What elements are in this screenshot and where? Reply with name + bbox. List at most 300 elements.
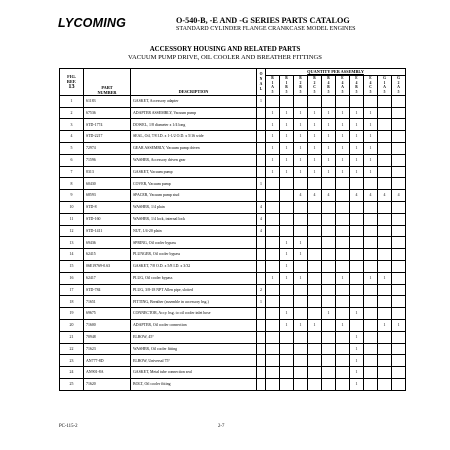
- onal-header: [257, 69, 266, 96]
- quantity-cell: [308, 272, 322, 284]
- quantity-cell: [392, 131, 406, 143]
- quantity-cell: 1: [280, 166, 294, 178]
- description-cell: PLUG, Oil cooler bypass: [131, 272, 257, 284]
- onal-cell: [257, 143, 266, 155]
- quantity-cell: [280, 284, 294, 296]
- quantity-cell: [364, 296, 378, 308]
- quantity-cell: [322, 249, 336, 261]
- quantity-cell: 1: [294, 319, 308, 331]
- quantity-cell: 1: [336, 166, 350, 178]
- model-code-char: E: [355, 76, 358, 80]
- quantity-cell: 1: [308, 107, 322, 119]
- model-code-char: C: [313, 85, 316, 90]
- quantity-cell: [378, 178, 392, 190]
- model-code-char: 5: [313, 90, 316, 95]
- fig-ref-cell: 16: [60, 272, 84, 284]
- quantity-cell: [308, 260, 322, 272]
- fig-ref-cell: 3: [60, 119, 84, 131]
- description-cell: WASHER, Accessory driven gear: [131, 154, 257, 166]
- onal-cell: [257, 355, 266, 367]
- quantity-cell: [336, 213, 350, 225]
- quantity-cell: 1: [336, 319, 350, 331]
- quantity-cell: [308, 331, 322, 343]
- description-cell: GASKET, 7/8 O.D. x 5/8 I.D. x 3/32: [131, 260, 257, 272]
- description-cell: COVER, Vacuum pump: [131, 178, 257, 190]
- onal-cell: 4: [257, 225, 266, 237]
- quantity-cell: [364, 378, 378, 390]
- quantity-cell: [266, 201, 280, 213]
- quantity-cell: [322, 213, 336, 225]
- quantity-cell: [378, 284, 392, 296]
- description-cell: SPACER, Vacuum pump stud: [131, 190, 257, 202]
- quantity-cell: [294, 201, 308, 213]
- model-code-char: 4: [369, 80, 372, 85]
- quantity-cell: [322, 178, 336, 190]
- quantity-cell: [294, 355, 308, 367]
- quantity-cell: [392, 355, 406, 367]
- quantity-cell: [336, 284, 350, 296]
- quantity-cell: [322, 296, 336, 308]
- part-number-cell: STD-1774: [84, 119, 131, 131]
- model-column-header: [378, 76, 392, 96]
- quantity-cell: 1: [350, 367, 364, 379]
- quantity-cell: 1: [308, 154, 322, 166]
- quantity-cell: [378, 343, 392, 355]
- quantity-cell: [266, 296, 280, 308]
- quantity-cell: [336, 225, 350, 237]
- quantity-label: QUANTITY PER ASSEMBLY: [307, 68, 364, 74]
- quantity-cell: [308, 178, 322, 190]
- quantity-cell: [392, 296, 406, 308]
- quantity-cell: [294, 367, 308, 379]
- onal-cell: 1: [257, 296, 266, 308]
- quantity-cell: 1: [336, 131, 350, 143]
- quantity-cell: [308, 284, 322, 296]
- onal-letter: A: [259, 81, 263, 86]
- quantity-cell: 1: [308, 119, 322, 131]
- quantity-cell: [322, 201, 336, 213]
- description-cell: ELBOW, Universal 75°: [131, 355, 257, 367]
- quantity-cell: [336, 343, 350, 355]
- quantity-cell: [294, 378, 308, 390]
- description-cell: ADAPTER, Oil cooler connection: [131, 319, 257, 331]
- quantity-cell: [322, 272, 336, 284]
- quantity-cell: [336, 308, 350, 320]
- quantity-cell: [322, 355, 336, 367]
- quantity-cell: [392, 154, 406, 166]
- fig-ref-cell: 13: [60, 237, 84, 249]
- part-number-cell: 70948: [84, 331, 131, 343]
- model-code-char: 4: [341, 80, 344, 85]
- description-cell: FITTING, Breather (assemble in accessory hsg.): [131, 296, 257, 308]
- fig-ref-cell: 8: [60, 178, 84, 190]
- quantity-cell: [392, 272, 406, 284]
- model-code-char: B: [299, 76, 302, 80]
- quantity-cell: 1: [294, 119, 308, 131]
- onal-cell: [257, 260, 266, 272]
- model-code-char: 2: [299, 80, 302, 85]
- quantity-cell: [266, 213, 280, 225]
- quantity-cell: [350, 296, 364, 308]
- fig-ref-cell: 22: [60, 343, 84, 355]
- part-number-cell: 71600: [84, 319, 131, 331]
- quantity-cell: [378, 131, 392, 143]
- fig-ref-cell: 9: [60, 190, 84, 202]
- quantity-cell: [322, 225, 336, 237]
- description-cell: CONNECTOR, Accy. hsg. to oil cooler inlet hose: [131, 308, 257, 320]
- model-code-char: 5: [285, 90, 288, 95]
- model-code-char: A: [397, 85, 400, 90]
- quantity-cell: [280, 95, 294, 107]
- fig-ref-cell: 17: [60, 284, 84, 296]
- quantity-cell: [392, 331, 406, 343]
- header-row-1: [60, 69, 406, 76]
- part-label: PART: [101, 84, 113, 90]
- part-number-cell: STD-160: [84, 213, 131, 225]
- quantity-cell: 1: [266, 154, 280, 166]
- table-row: [60, 319, 406, 331]
- fig-ref-cell: 18: [60, 296, 84, 308]
- quantity-cell: 1: [280, 143, 294, 155]
- table-row: [60, 296, 406, 308]
- part-number-cell: 69436: [84, 237, 131, 249]
- description-cell: WASHER, 1/4 lock, internal lock: [131, 213, 257, 225]
- quantity-cell: [266, 308, 280, 320]
- quantity-cell: [322, 319, 336, 331]
- onal-cell: [257, 107, 266, 119]
- model-code-char: E: [369, 76, 372, 80]
- quantity-cell: [378, 296, 392, 308]
- quantity-cell: [350, 237, 364, 249]
- part-number-cell: AN901-8A: [84, 367, 131, 379]
- quantity-cell: [266, 190, 280, 202]
- quantity-cell: [266, 95, 280, 107]
- quantity-cell: [294, 308, 308, 320]
- model-code-char: B: [355, 85, 358, 90]
- description-cell: BOLT, Oil cooler fitting: [131, 378, 257, 390]
- quantity-cell: [280, 225, 294, 237]
- quantity-cell: 1: [294, 249, 308, 261]
- quantity-cell: [336, 190, 350, 202]
- description-cell: NUT, 1/4-20 plain: [131, 225, 257, 237]
- onal-letter: N: [259, 76, 263, 81]
- quantity-cell: [392, 201, 406, 213]
- part-number-cell: 69675: [84, 308, 131, 320]
- quantity-cell: [280, 367, 294, 379]
- ref-label: REF.: [66, 79, 77, 85]
- model-code-char: 5: [271, 90, 274, 95]
- model-code-char: 1: [383, 80, 386, 85]
- quantity-cell: 1: [336, 119, 350, 131]
- onal-cell: [257, 272, 266, 284]
- model-code-char: E: [341, 76, 344, 80]
- fig-ref-cell: 19: [60, 308, 84, 320]
- quantity-cell: [280, 343, 294, 355]
- parts-body: [60, 95, 406, 390]
- quantity-cell: [280, 178, 294, 190]
- quantity-cell: [336, 331, 350, 343]
- quantity-cell: [266, 178, 280, 190]
- model-code-char: A: [341, 85, 344, 90]
- quantity-cell: 1: [294, 131, 308, 143]
- onal-cell: [257, 367, 266, 379]
- quantity-cell: [280, 296, 294, 308]
- model-column-header: [350, 76, 364, 96]
- quantity-cell: [350, 272, 364, 284]
- quantity-cell: [364, 201, 378, 213]
- quantity-cell: [308, 308, 322, 320]
- table-row: [60, 178, 406, 190]
- fig-ref-cell: 2: [60, 107, 84, 119]
- quantity-cell: 1: [350, 308, 364, 320]
- quantity-cell: 1: [378, 319, 392, 331]
- quantity-cell: [378, 249, 392, 261]
- onal-cell: 1: [257, 178, 266, 190]
- fig-ref-cell: 14: [60, 249, 84, 261]
- quantity-cell: 1: [280, 154, 294, 166]
- quantity-cell: [378, 367, 392, 379]
- model-code-char: 4: [355, 80, 358, 85]
- fig-ref-cell: 11: [60, 213, 84, 225]
- quantity-cell: [392, 343, 406, 355]
- quantity-cell: [294, 178, 308, 190]
- part-number-cell: STD-784: [84, 284, 131, 296]
- catalog-title: O-540-B, -E AND -G SERIES PARTS CATALOG: [176, 16, 350, 25]
- quantity-cell: [294, 225, 308, 237]
- part-number-cell: STD-1411: [84, 225, 131, 237]
- description-cell: ELBOW, 45°: [131, 331, 257, 343]
- onal-letter: O: [259, 71, 263, 76]
- quantity-cell: [350, 201, 364, 213]
- table-row: [60, 367, 406, 379]
- model-column-header: [322, 76, 336, 96]
- table-row: [60, 272, 406, 284]
- description-cell: PLUNGER, Oil cooler bypass: [131, 249, 257, 261]
- quantity-cell: [364, 213, 378, 225]
- description-cell: GASKET, Metal tube connection seal: [131, 367, 257, 379]
- fig-ref-cell: 20: [60, 319, 84, 331]
- quantity-cell: [280, 355, 294, 367]
- section-subtitle: VACUUM PUMP DRIVE, OIL COOLER AND BREATHER FITTINGS: [128, 54, 322, 61]
- quantity-cell: 1: [280, 272, 294, 284]
- table-row: [60, 260, 406, 272]
- quantity-header: [266, 69, 406, 76]
- quantity-cell: [364, 284, 378, 296]
- quantity-cell: 1: [378, 272, 392, 284]
- quantity-cell: [308, 367, 322, 379]
- quantity-cell: [392, 378, 406, 390]
- table-row: [60, 166, 406, 178]
- quantity-cell: [392, 284, 406, 296]
- part-number-cell: STD-8: [84, 201, 131, 213]
- model-code-char: 1: [271, 80, 274, 85]
- quantity-cell: 1: [308, 143, 322, 155]
- quantity-cell: 1: [294, 143, 308, 155]
- quantity-cell: [364, 260, 378, 272]
- table-row: [60, 355, 406, 367]
- model-code-char: 5: [369, 90, 372, 95]
- quantity-cell: [364, 367, 378, 379]
- part-number-cell: 60430: [84, 178, 131, 190]
- part-number-cell: 61183: [84, 95, 131, 107]
- quantity-cell: [308, 355, 322, 367]
- quantity-cell: 1: [280, 119, 294, 131]
- quantity-cell: 4: [392, 190, 406, 202]
- onal-cell: 4: [257, 213, 266, 225]
- model-code-char: A: [383, 85, 386, 90]
- quantity-cell: 1: [350, 131, 364, 143]
- fig-ref-cell: 15: [60, 260, 84, 272]
- quantity-cell: [308, 237, 322, 249]
- quantity-cell: 1: [294, 107, 308, 119]
- onal-cell: 4: [257, 201, 266, 213]
- fig-ref-cell: 1: [60, 95, 84, 107]
- onal-cell: [257, 190, 266, 202]
- onal-cell: [257, 237, 266, 249]
- footer-page-number: 2-7: [218, 424, 225, 429]
- quantity-cell: [322, 367, 336, 379]
- quantity-cell: [280, 331, 294, 343]
- model-code-char: 5: [383, 90, 386, 95]
- onal-cell: 2: [257, 284, 266, 296]
- onal-letter: L: [259, 87, 263, 92]
- onal-cell: [257, 119, 266, 131]
- quantity-cell: 1: [266, 166, 280, 178]
- quantity-cell: [266, 355, 280, 367]
- model-code-char: 5: [341, 90, 344, 95]
- quantity-cell: 1: [280, 237, 294, 249]
- fig-ref-cell: 4: [60, 131, 84, 143]
- quantity-cell: [378, 225, 392, 237]
- quantity-cell: 1: [266, 131, 280, 143]
- quantity-cell: [350, 178, 364, 190]
- quantity-cell: [308, 343, 322, 355]
- model-code-char: 5: [299, 90, 302, 95]
- table-row: [60, 119, 406, 131]
- quantity-cell: 1: [364, 119, 378, 131]
- fig-label: FIG.: [67, 74, 76, 80]
- quantity-cell: [364, 355, 378, 367]
- quantity-cell: [378, 154, 392, 166]
- quantity-cell: [336, 95, 350, 107]
- table-row: [60, 331, 406, 343]
- description-cell: GEAR ASSEMBLY, Vacuum pump driven: [131, 143, 257, 155]
- quantity-cell: 1: [350, 166, 364, 178]
- quantity-cell: 4: [378, 190, 392, 202]
- quantity-cell: 1: [392, 319, 406, 331]
- part-number-cell: 06E19769-0.63: [84, 260, 131, 272]
- quantity-cell: [294, 260, 308, 272]
- quantity-cell: [350, 95, 364, 107]
- quantity-cell: 1: [280, 249, 294, 261]
- table-row: [60, 95, 406, 107]
- model-code-char: 4: [327, 80, 330, 85]
- quantity-cell: 1: [266, 143, 280, 155]
- quantity-cell: 1: [350, 143, 364, 155]
- quantity-cell: [350, 225, 364, 237]
- quantity-cell: [392, 308, 406, 320]
- quantity-cell: [392, 367, 406, 379]
- table-row: [60, 213, 406, 225]
- quantity-cell: 1: [266, 119, 280, 131]
- quantity-cell: 1: [350, 378, 364, 390]
- model-code-char: C: [369, 85, 372, 90]
- model-column-header: [294, 76, 308, 96]
- onal-cell: [257, 343, 266, 355]
- quantity-cell: [308, 213, 322, 225]
- quantity-cell: 4: [350, 190, 364, 202]
- part-number-cell: 62415: [84, 249, 131, 261]
- model-code-char: B: [285, 76, 288, 80]
- quantity-cell: [280, 201, 294, 213]
- quantity-cell: [378, 119, 392, 131]
- model-column-header: [280, 76, 294, 96]
- quantity-cell: 1: [280, 131, 294, 143]
- table-row: [60, 237, 406, 249]
- onal-cell: [257, 154, 266, 166]
- description-header: DESCRIPTION: [131, 69, 257, 96]
- model-code-char: B: [327, 85, 330, 90]
- quantity-cell: [266, 249, 280, 261]
- quantity-cell: [378, 331, 392, 343]
- quantity-cell: [378, 201, 392, 213]
- quantity-cell: 1: [280, 308, 294, 320]
- description-cell: SEAL, Oil, 7/8 I.D. x 1-1/2 O.D. x 5/16 wide: [131, 131, 257, 143]
- table-row: [60, 378, 406, 390]
- quantity-cell: [308, 249, 322, 261]
- model-column-header: [266, 76, 280, 96]
- description-cell: WASHER, Oil cooler fitting: [131, 343, 257, 355]
- quantity-cell: [322, 284, 336, 296]
- quantity-cell: [392, 260, 406, 272]
- onal-cell: [257, 319, 266, 331]
- fig-ref-cell: 21: [60, 331, 84, 343]
- quantity-cell: 1: [308, 166, 322, 178]
- quantity-cell: 1: [280, 319, 294, 331]
- quantity-cell: [364, 319, 378, 331]
- model-code-char: B: [299, 85, 302, 90]
- onal-cell: [257, 331, 266, 343]
- onal-cell: [257, 308, 266, 320]
- quantity-cell: [322, 95, 336, 107]
- quantity-cell: [350, 213, 364, 225]
- parts-table: [59, 68, 406, 391]
- quantity-cell: [378, 95, 392, 107]
- quantity-cell: 1: [308, 319, 322, 331]
- quantity-cell: [266, 225, 280, 237]
- quantity-cell: [294, 284, 308, 296]
- quantity-cell: 1: [364, 272, 378, 284]
- model-code-char: 2: [313, 80, 316, 85]
- fig-ref-cell: 7: [60, 166, 84, 178]
- part-number-header: [84, 69, 131, 96]
- quantity-cell: [378, 143, 392, 155]
- quantity-cell: [266, 260, 280, 272]
- quantity-cell: [392, 225, 406, 237]
- quantity-cell: [336, 249, 350, 261]
- part-number-cell: 71596: [84, 154, 131, 166]
- fig-ref-cell: 12: [60, 225, 84, 237]
- part-number-cell: 71620: [84, 378, 131, 390]
- quantity-cell: [378, 237, 392, 249]
- quantity-cell: 1: [364, 166, 378, 178]
- number-label: NUMBER: [97, 89, 117, 95]
- table-row: [60, 131, 406, 143]
- section-title: ACCESSORY HOUSING AND RELATED PARTS: [149, 46, 301, 53]
- fig-ref-cell: 23: [60, 355, 84, 367]
- quantity-cell: [392, 107, 406, 119]
- quantity-cell: [336, 260, 350, 272]
